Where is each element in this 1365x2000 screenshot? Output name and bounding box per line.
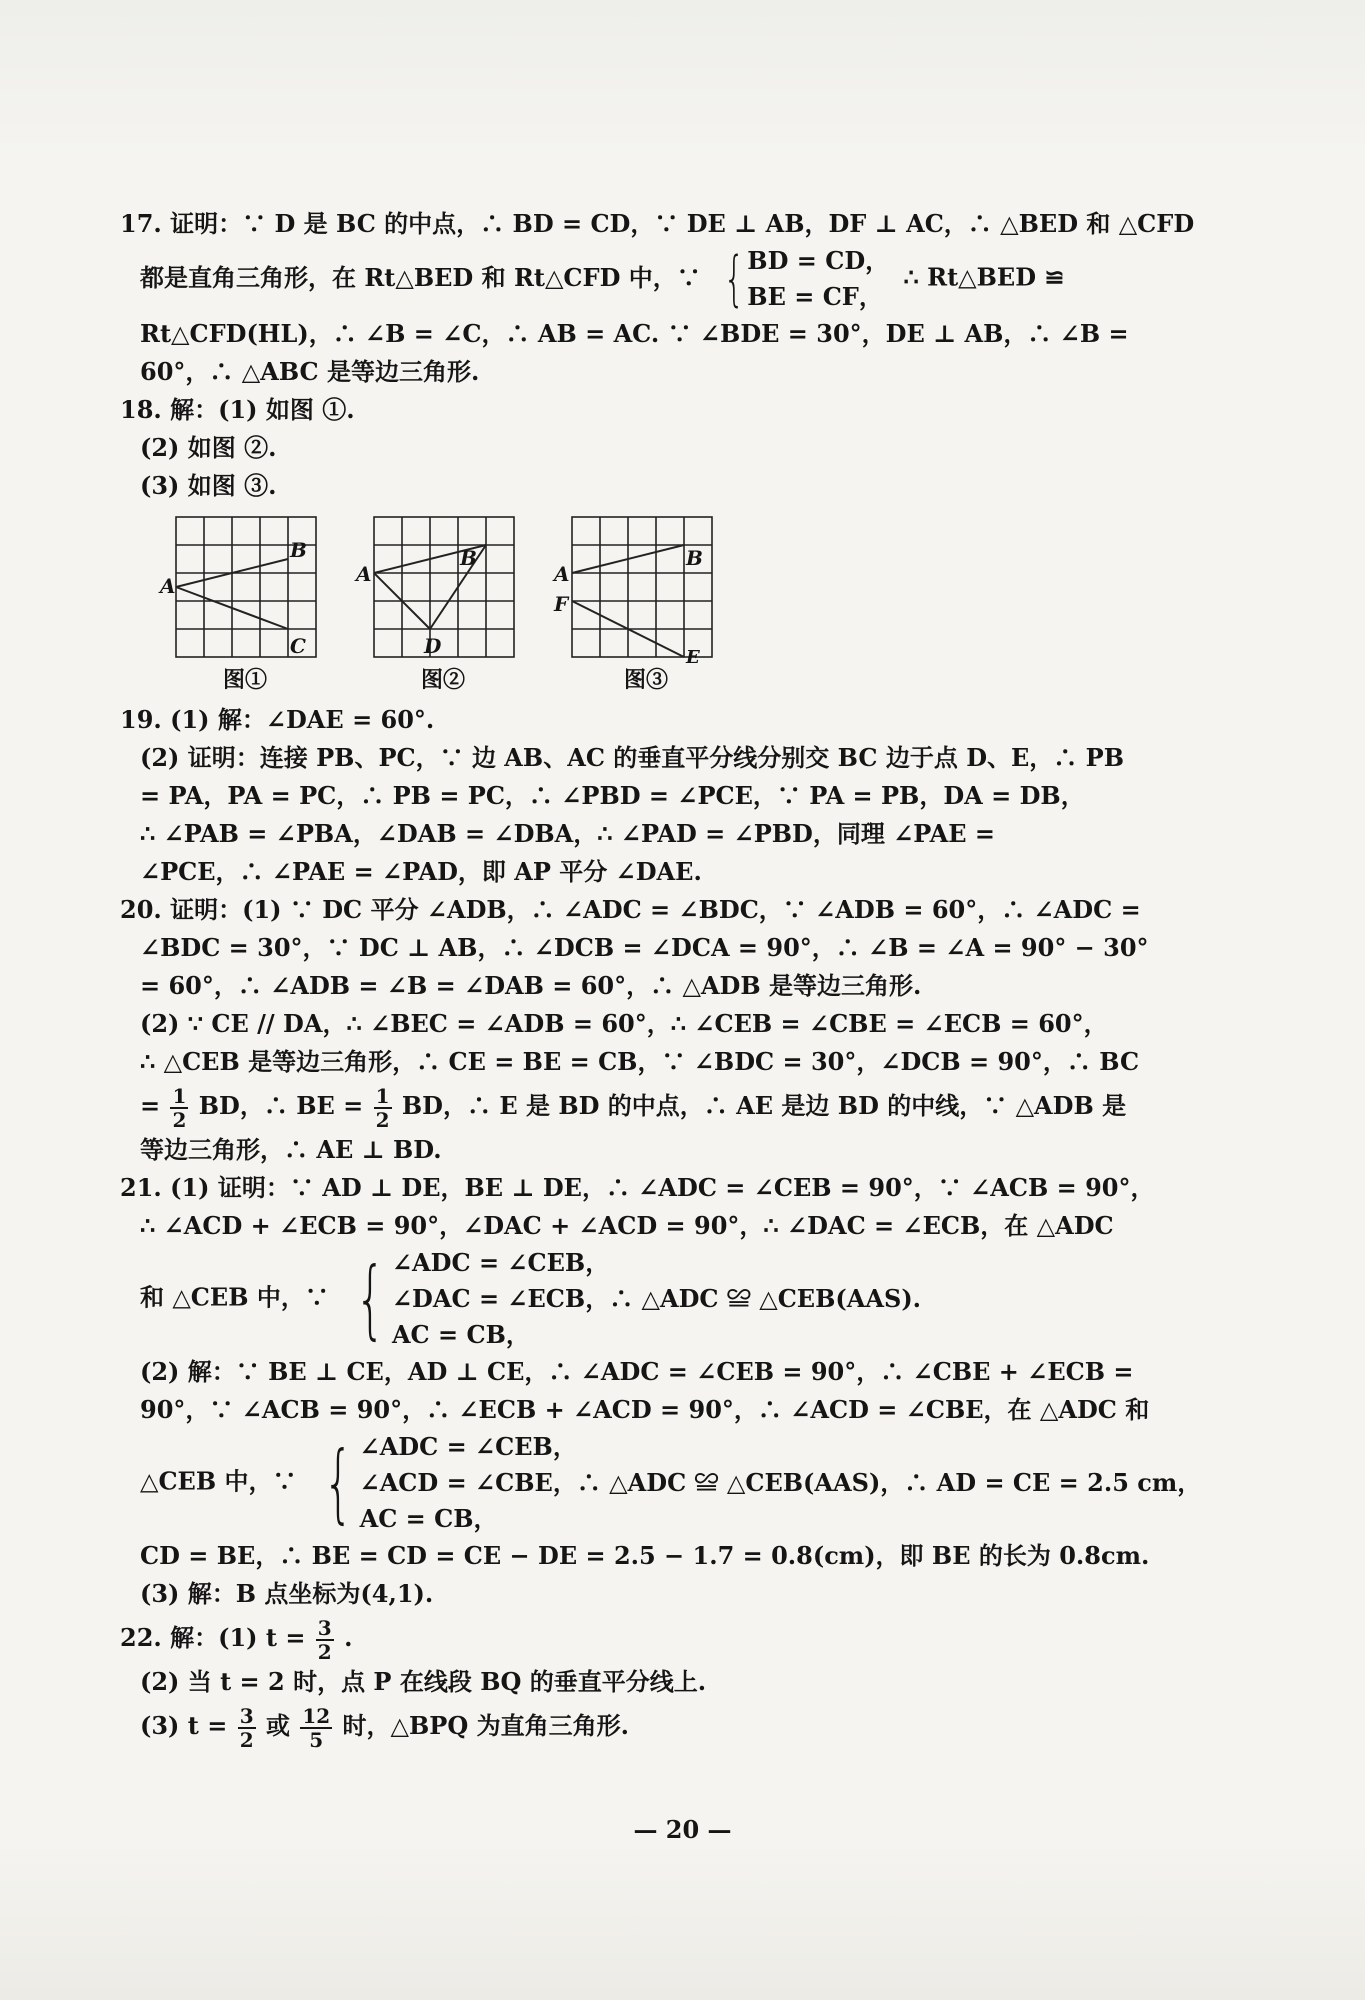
p19-line-2: (2) 证明：连接 PB、PC，∵ 边 AB、AC 的垂直平分线分别交 BC 边于点 D、E，∴ PB xyxy=(140,743,1124,772)
p21-system-1-line-3: AC = CB， xyxy=(391,1320,530,1349)
p20-line-3: = 60°，∴ ∠ADB = ∠B = ∠DAB = 60°，∴ △ADB 是等边三角形. xyxy=(140,971,922,1000)
p20-line-7: 等边三角形，∴ AE ⊥ BD. xyxy=(140,1135,442,1164)
figure-3-label-A: A xyxy=(554,562,570,586)
figure-2-label-B: B xyxy=(460,546,477,570)
p18-line-3: (3) 如图 ③. xyxy=(140,471,277,500)
figure-3-label-E: E xyxy=(686,647,700,668)
p17-line-1: 17. 证明：∵ D 是 BC 的中点，∴ BD = CD，∵ DE ⊥ AB，DF ⊥ AC，∴ △BED 和 △CFD xyxy=(120,209,1195,238)
p17-line-4: 60°，∴ △ABC 是等边三角形. xyxy=(140,357,480,386)
page-number: — 20 — xyxy=(633,1815,732,1844)
p19-line-5: ∠PCE，∴ ∠PAE = ∠PAD，即 AP 平分 ∠DAE. xyxy=(140,857,702,886)
p21-system-2-lead: △CEB 中，∵ xyxy=(140,1466,297,1496)
p21-line-5: CD = BE，∴ BE = CD = CE − DE = 2.5 − 1.7 = 0.8(cm)，即 BE 的长为 0.8cm. xyxy=(140,1541,1150,1570)
p21-system-2-line-3: AC = CB， xyxy=(359,1504,498,1533)
p20-line-1: 20. 证明：(1) ∵ DC 平分 ∠ADB，∴ ∠ADC = ∠BDC，∵ ∠ADB = 60°，∴ ∠ADC = xyxy=(120,895,1141,924)
brace-icon: { xyxy=(323,1433,354,1533)
p21-line-1: 21. (1) 证明：∵ AD ⊥ DE，BE ⊥ DE，∴ ∠ADC = ∠CEB = 90°，∵ ∠ACB = 90°， xyxy=(120,1173,1155,1202)
p21-system-1 xyxy=(120,1245,1180,1353)
p20-line-6 xyxy=(120,1081,1180,1131)
fraction-denominator: 2 xyxy=(375,1107,390,1132)
p21-line-3: (2) 解：∵ BE ⊥ CE，AD ⊥ CE，∴ ∠ADC = ∠CEB = 90°，∴ ∠CBE + ∠ECB = xyxy=(140,1357,1134,1386)
p21-system-1-line-2: ∠DAC = ∠ECB，∴ △ADC ≌ △CEB(AAS). xyxy=(391,1284,922,1313)
fraction-numerator: 1 xyxy=(172,1083,187,1108)
p17-equation-system xyxy=(715,243,889,315)
p17-line-3: Rt△CFD(HL)，∴ ∠B = ∠C，∴ AB = AC. ∵ ∠BDE = 30°，DE ⊥ AB，∴ ∠B = xyxy=(140,319,1129,348)
p22-line-1-tail: . xyxy=(344,1623,353,1652)
figure-3-label-B: B xyxy=(686,546,703,570)
p18-line-2: (2) 如图 ②. xyxy=(140,433,277,462)
p17-line-2-tail: ∴ Rt△BED ≌ xyxy=(903,262,1065,292)
p21-system-1-lead: 和 △CEB 中，∵ xyxy=(140,1282,329,1312)
answer-content xyxy=(120,205,1202,1752)
p21-equation-system-1 xyxy=(343,1245,921,1353)
p17-system-line-2: BE = CF， xyxy=(747,282,883,311)
p21-equation-system-2 xyxy=(311,1429,1201,1537)
p19-line-4: ∴ ∠PAB = ∠PBA，∠DAB = ∠DBA，∴ ∠PAD = ∠PBD，同理 ∠PAE = xyxy=(140,819,995,848)
p21-line-4: 90°，∵ ∠ACB = 90°，∴ ∠ECB + ∠ACD = 90°，∴ ∠ACD = ∠CBE，在 △ADC 和 xyxy=(140,1395,1150,1424)
p20-line-2: ∠BDC = 30°，∵ DC ⊥ AB，∴ ∠DCB = ∠DCA = 90°，∴ ∠B = ∠A = 90° − 30° xyxy=(140,933,1149,962)
figure-3-label-F: F xyxy=(554,592,569,616)
p21-line-2: ∴ ∠ACD + ∠ECB = 90°，∠DAC + ∠ACD = 90°，∴ ∠DAC = ∠ECB，在 △ADC xyxy=(140,1211,1114,1240)
p19-line-3: = PA，PA = PC，∴ PB = PC，∴ ∠PBD = ∠PCE，∵ PA = PB，DA = DB， xyxy=(140,781,1085,810)
fraction-twelve-fifths xyxy=(300,1705,332,1751)
p22-line-3-or: 或 xyxy=(265,1711,290,1740)
fraction-half-2 xyxy=(374,1085,392,1131)
p22-line-3-lead: (3) t = xyxy=(140,1711,228,1740)
fraction-denominator: 5 xyxy=(309,1727,324,1752)
p17-line-2 xyxy=(120,243,1180,315)
figure-2-label-A: A xyxy=(356,562,372,586)
figure-1-label-C: C xyxy=(290,634,306,658)
p22-line-2: (2) 当 t = 2 时，点 P 在线段 BQ 的垂直平分线上. xyxy=(140,1667,707,1696)
p22-line-3-tail: 时，△BPQ 为直角三角形. xyxy=(342,1711,629,1740)
p17-line-2-text: 都是直角三角形，在 Rt△BED 和 Rt△CFD 中，∵ xyxy=(140,262,701,292)
p21-system-2 xyxy=(120,1429,1202,1537)
figure-3 xyxy=(554,513,726,695)
p20-line-5: ∴ △CEB 是等边三角形，∴ CE = BE = CB，∵ ∠BDC = 30°，∠DCB = 90°，∴ BC xyxy=(140,1047,1140,1076)
p21-line-6: (3) 解：B 点坐标为(4,1). xyxy=(140,1579,434,1608)
p18-line-1: 18. 解：(1) 如图 ①. xyxy=(120,395,355,424)
p21-system-1-line-1: ∠ADC = ∠CEB， xyxy=(391,1248,610,1277)
figure-2-label-D: D xyxy=(424,634,442,658)
figure-2 xyxy=(356,513,518,695)
fraction-three-halves xyxy=(316,1617,334,1663)
fraction-numerator: 1 xyxy=(375,1083,390,1108)
fraction-denominator: 2 xyxy=(317,1639,332,1664)
figure-1 xyxy=(160,513,320,695)
figure-1-caption: 图① xyxy=(222,667,267,693)
fraction-three-halves-2 xyxy=(238,1705,256,1751)
p20-line-6-mid: BD，∴ BE = xyxy=(198,1091,364,1120)
figure-2-caption: 图② xyxy=(420,667,465,693)
figure-1-label-A: A xyxy=(160,574,176,598)
fraction-numerator: 3 xyxy=(317,1615,332,1640)
p20-line-6-tail: BD，∴ E 是 BD 的中点，∴ AE 是边 BD 的中线，∵ △ADB 是 xyxy=(401,1091,1127,1120)
brace-icon: { xyxy=(355,1249,386,1349)
fraction-denominator: 2 xyxy=(239,1727,254,1752)
p22-line-1-lead: 22. 解：(1) t = xyxy=(120,1623,306,1652)
p22-line-1 xyxy=(120,1613,1180,1663)
figure-1-label-B: B xyxy=(290,538,307,562)
p22-line-3 xyxy=(120,1701,1180,1751)
fraction-half-1 xyxy=(170,1085,188,1131)
p20-line-4: (2) ∵ CE // DA，∴ ∠BEC = ∠ADB = 60°，∴ ∠CEB = ∠CBE = ∠ECB = 60°， xyxy=(140,1009,1108,1038)
fraction-denominator: 2 xyxy=(172,1107,187,1132)
brace-icon: { xyxy=(723,244,745,314)
fraction-numerator: 3 xyxy=(239,1703,254,1728)
figure-3-grid xyxy=(554,513,726,668)
p18-figures xyxy=(160,513,1180,695)
p21-system-2-line-1: ∠ADC = ∠CEB， xyxy=(359,1432,577,1461)
p21-system-2-line-2: ∠ACD = ∠CBE，∴ △ADC ≌ △CEB(AAS)，∴ AD = CE = 2.5 cm， xyxy=(359,1468,1202,1497)
figure-2-grid xyxy=(356,513,518,663)
p19-line-1: 19. (1) 解：∠DAE = 60°. xyxy=(120,705,435,734)
p17-system-line-1: BD = CD， xyxy=(747,246,890,275)
p20-line-6-eq: = xyxy=(140,1091,161,1120)
figure-1-grid xyxy=(160,513,320,663)
figure-3-caption: 图③ xyxy=(623,667,668,693)
fraction-numerator: 12 xyxy=(302,1703,331,1728)
